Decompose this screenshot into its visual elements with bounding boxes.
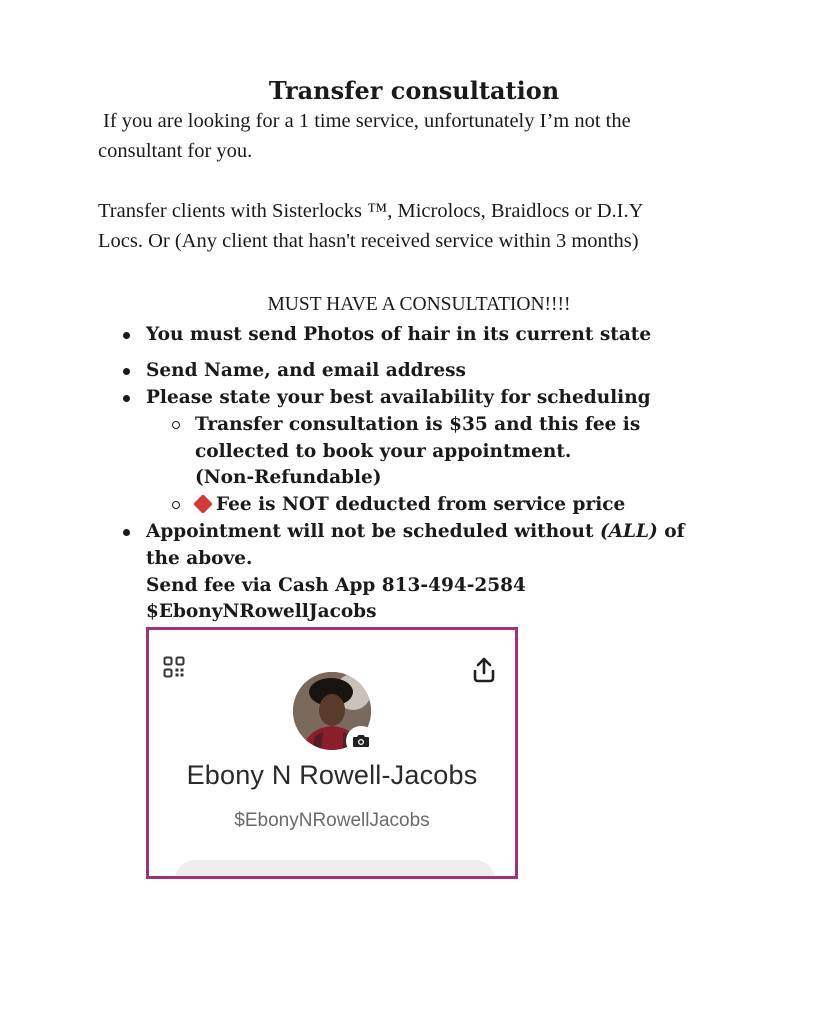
- transfer-line-2: Locs. Or (Any client that hasn't received service within 3 months): [98, 230, 639, 252]
- req-photos: You must send Photos of hair in its current state: [146, 324, 652, 345]
- sub-bullet-ring: [172, 421, 180, 429]
- req-name-email: Send Name, and email address: [146, 360, 466, 381]
- appt-line-2: the above.: [146, 548, 253, 569]
- transfer-line-1: Transfer clients with Sisterlocks ™, Microlocs, Braidlocs or D.I.Y: [98, 200, 644, 222]
- qr-code-icon[interactable]: [163, 656, 185, 678]
- pay-button-partial[interactable]: [175, 860, 495, 879]
- appt-all: (ALL): [599, 521, 658, 542]
- bullet-dot: [123, 529, 130, 536]
- cash-app-profile-card: [146, 627, 518, 879]
- intro-line-1: If you are looking for a 1 time service, unfortunately I’m not the: [103, 110, 631, 132]
- must-consult-heading: MUST HAVE A CONSULTATION!!!!: [267, 294, 571, 315]
- red-diamond-icon: [193, 494, 213, 514]
- fee-not-deducted: [192, 492, 625, 518]
- share-icon[interactable]: [471, 656, 497, 684]
- sub-bullet-ring: [172, 501, 180, 509]
- req-appointment: [146, 519, 685, 545]
- fee-not-deducted-text: Fee is NOT deducted from service price: [216, 494, 626, 515]
- fee-line-2: collected to book your appointment.: [195, 441, 572, 462]
- appt-prefix: Appointment will not be scheduled without: [146, 521, 600, 542]
- fee-line-1: Transfer consultation is $35 and this fee is: [195, 414, 641, 435]
- document-title: Transfer consultation: [268, 76, 560, 105]
- profile-cashtag: $EbonyNRowellJacobs: [234, 810, 430, 831]
- intro-line-2: consultant for you.: [98, 140, 253, 162]
- cashtag-line: $EbonyNRowellJacobs: [146, 601, 377, 622]
- bullet-dot: [123, 395, 130, 402]
- req-availability: Please state your best availability for scheduling: [146, 387, 651, 408]
- bullet-dot: [123, 368, 130, 375]
- appt-suffix: of: [657, 521, 685, 542]
- profile-name: Ebony N Rowell-Jacobs: [186, 760, 478, 790]
- fee-line-3: (Non-Refundable): [195, 467, 382, 488]
- camera-badge[interactable]: [346, 726, 376, 756]
- bullet-dot: [123, 332, 130, 339]
- camera-icon: [352, 733, 370, 749]
- cashapp-line: Send fee via Cash App 813-494-2584: [146, 575, 526, 596]
